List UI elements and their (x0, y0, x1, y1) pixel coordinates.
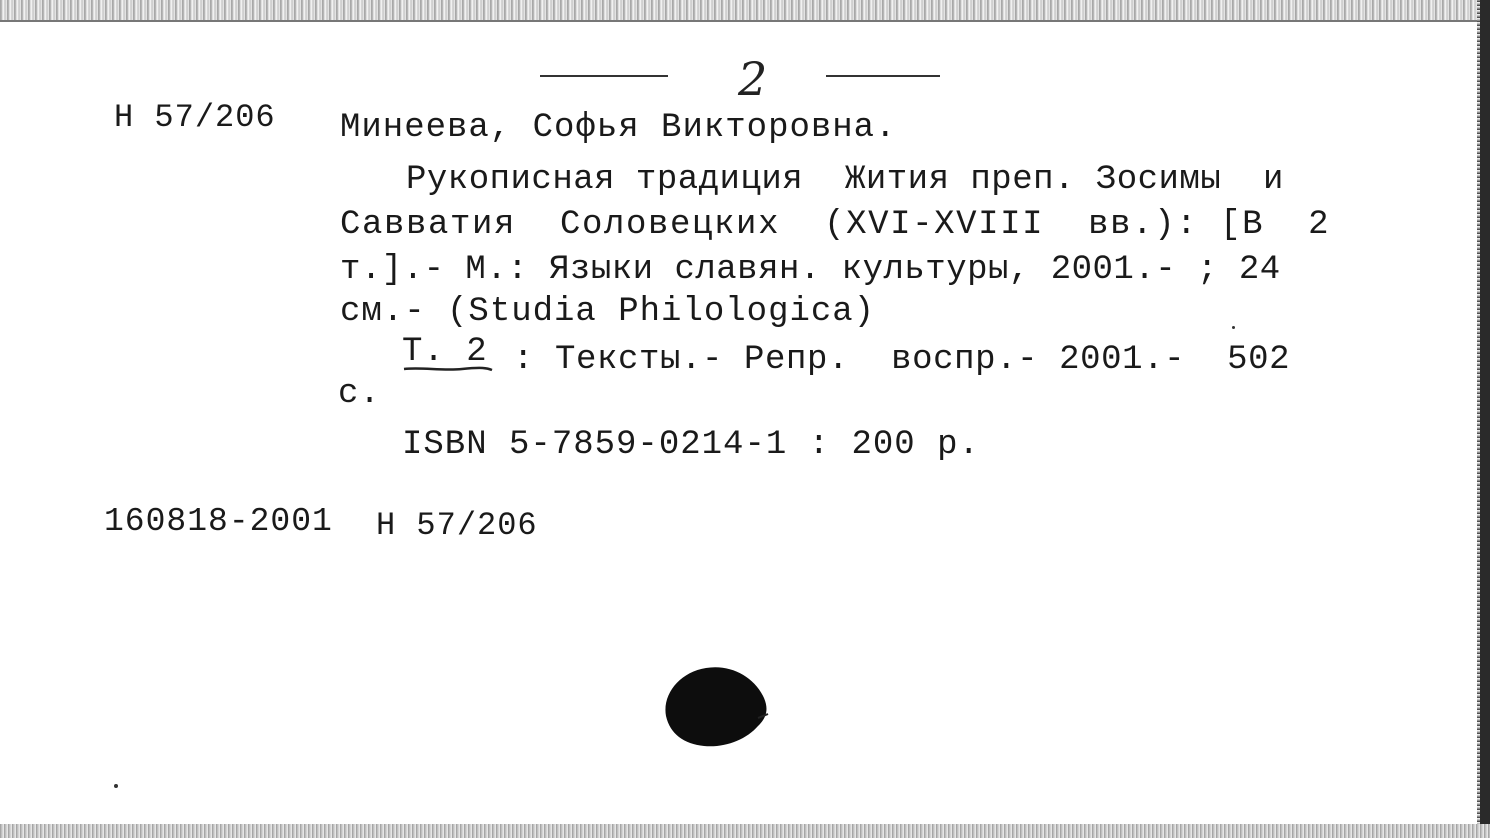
description-line: Рукописная традиция Жития преп. Зосимы и (406, 161, 1284, 199)
description-line: т.].- М.: Языки славян. культуры, 2001.- ; 24 (340, 251, 1281, 289)
description-line: Савватия Соловецких (XVI-XVIII вв.): [В 2 (340, 206, 1331, 244)
handwritten-underline (402, 366, 494, 372)
bottom-shelfmark: Н 57/206 (376, 507, 538, 544)
dash-right (826, 75, 940, 77)
scan-edge-top-line (0, 20, 1490, 22)
scan-edge-bottom (0, 824, 1490, 838)
scan-speck (114, 784, 118, 788)
punch-hole-blot (660, 660, 772, 752)
shelfmark: Н 57/206 (114, 99, 276, 136)
volume-label: Т. 2 (402, 333, 488, 371)
volume-line-rest: : Тексты.- Репр. воспр.- 2001.- 502 (492, 341, 1291, 379)
scan-speck (1232, 326, 1235, 329)
dash-left (540, 75, 668, 77)
scan-edge-right (1480, 0, 1490, 838)
description-line: см.- (Studia Philologica) (340, 293, 876, 331)
inventory-number: 160818-2001 (104, 503, 333, 540)
scan-edge-top (0, 0, 1490, 22)
isbn-line: ISBN 5-7859-0214-1 : 200 р. (402, 426, 980, 464)
scan-edge-right-inner (1477, 0, 1480, 838)
author-heading: Минеева, Софья Викторовна. (340, 109, 897, 147)
handwritten-card-number: 2 (738, 52, 768, 106)
volume-line-cont: с. (338, 375, 381, 413)
